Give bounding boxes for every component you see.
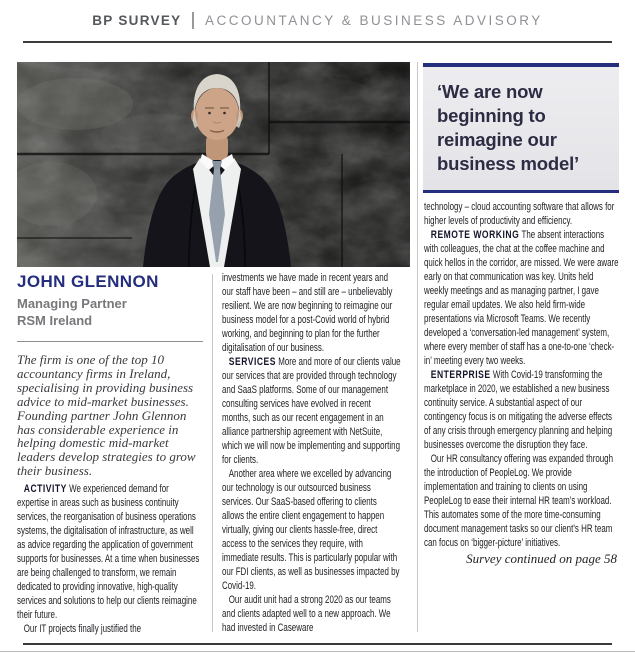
continuation-note: Survey continued on page 58 bbox=[466, 551, 617, 566]
profile-title-company bbox=[17, 296, 203, 329]
left-column-body bbox=[17, 482, 203, 636]
column-right bbox=[424, 200, 619, 644]
section-keyword: SERVICES bbox=[228, 356, 276, 368]
masthead-section: ACCOUNTANCY & BUSINESS ADVISORY bbox=[204, 13, 543, 28]
column-divider-left bbox=[212, 274, 213, 632]
column-left bbox=[17, 272, 203, 640]
masthead-divider bbox=[192, 12, 194, 29]
article-paragraph: Our IT projects finally justified the bbox=[23, 623, 142, 636]
article-paragraph: technology – cloud accounting software that allows for higher levels of productivity and efficiency. bbox=[424, 201, 615, 227]
footer-rule-light bbox=[0, 651, 635, 652]
article-paragraph: ACTIVITY We experienced demand for expertise in areas such as business continuity services, the reorganisation of business operations systems, the digitalisation of infrastructure, as well as advice regarding the application of government supports for businesses. At a time when businesses are being challenged to transform, we remain dedicated to providing innovative, high-quality services and solutions to help our clients reimagine their future. bbox=[17, 483, 200, 622]
pull-quote-text: ‘We are now beginning to reimagine our business model’ bbox=[437, 81, 579, 174]
profile-rule bbox=[17, 341, 203, 342]
portrait-photo-illustration bbox=[17, 62, 410, 267]
masthead-brand: BP SURVEY bbox=[92, 13, 182, 28]
profile-name: JOHN GLENNON bbox=[17, 272, 159, 291]
section-keyword: ENTERPRISE bbox=[430, 369, 491, 381]
article-paragraph: Another area where we excelled by advancing our technology is our outsourced business services. Our SaaS-based offering to clients allows the entire client engagement to happen virtually, giving our clients hassle-free, direct access to the services they require, with immediate results. This is particularly popular with our FDI clients, as well as businesses impacted by Covid-19. bbox=[222, 468, 400, 592]
middle-column-body bbox=[222, 271, 401, 635]
pull-quote bbox=[423, 63, 619, 193]
footer-rule-dark bbox=[23, 643, 612, 645]
article-paragraph: investments we have made in recent years and our staff have been – and still are – unbelievably resilient. We are now beginning to reimagine our business model for a post-Covid world of hybrid working, and beginning to plan for the further digitalisation of our business. bbox=[222, 272, 393, 354]
column-middle bbox=[222, 271, 401, 640]
article-paragraph: REMOTE WORKING The absent interactions with colleagues, the chat at the coffee machine and quick hellos in the corridor, are missed. We were aware early on that communication was key. Units held weekly meetings and as managing partner, I gave regular email updates. We also held firm-wide presentations via Microsoft Teams. We recently developed a ‘conversation-led management’ system, where every member of staff has a one-to-one ‘check-in’ meeting every two weeks. bbox=[424, 229, 619, 367]
profile-block bbox=[17, 272, 203, 329]
profile-company: RSM Ireland bbox=[17, 312, 93, 328]
right-column-body bbox=[424, 200, 619, 550]
masthead bbox=[0, 12, 635, 29]
article-paragraph: ENTERPRISE With Covid-19 transforming the marketplace in 2020, we established a new business continuity service. A substantial aspect of our contingency focus is on mitigating the adverse effects of any crisis through emergency planning and helping businesses overcome the disruption they face. bbox=[424, 369, 613, 451]
profile-title: Managing Partner bbox=[17, 296, 127, 311]
column-divider-right bbox=[417, 62, 418, 632]
article-paragraph: Our audit unit had a strong 2020 as our teams and clients adapted well to a new approach. We had invested in Caseware bbox=[222, 594, 391, 634]
article-paragraph: Our HR consultancy offering was expanded through the introduction of PeopleLog. We provide implementation and training to clients on using PeopleLog to ease their internal HR team’s workload. This automates some of the more time-consuming document management tasks so our client’s HR team can focus on ‘bigger-picture’ initiatives. bbox=[424, 453, 614, 549]
intro-paragraph: The firm is one of the top 10 accountancy firms in Ireland, specialising in providing business advice to mid-market businesses. Founding partner John Glennon has considerable experience in helping domestic mid-market leaders develop strategies to grow their business. bbox=[17, 352, 196, 479]
portrait-photo bbox=[17, 62, 410, 267]
section-keyword: REMOTE WORKING bbox=[430, 229, 520, 241]
article-paragraph: SERVICES More and more of our clients value our services that are provided through technology and SaaS platforms. Some of our management consulting services have evolved in recent months, such as our recent engagement in an alliance partnership agreement with NetSuite, which we will now be implementing and supporting for clients. bbox=[222, 356, 401, 466]
masthead-rule bbox=[23, 41, 612, 43]
section-keyword: ACTIVITY bbox=[23, 483, 67, 496]
